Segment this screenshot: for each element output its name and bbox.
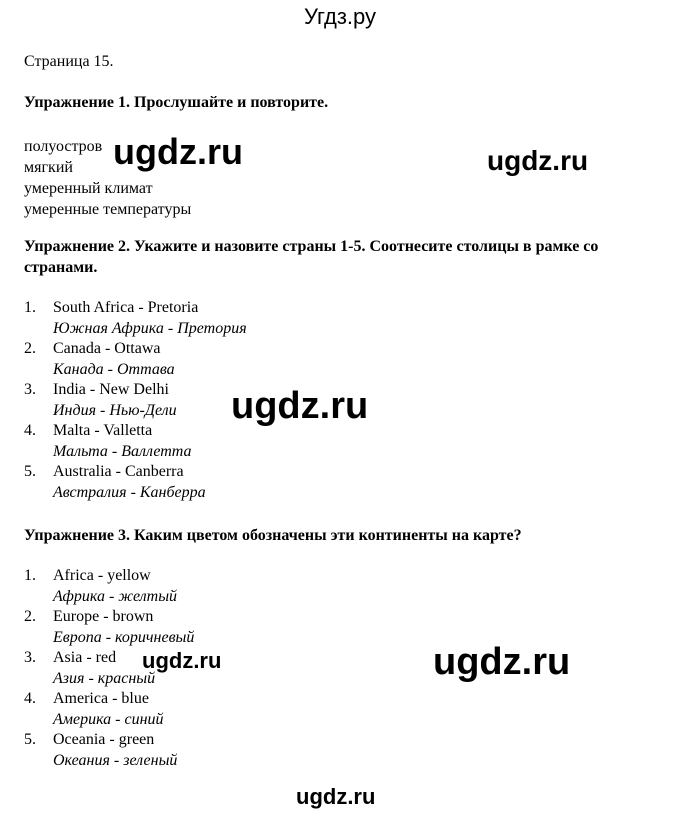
list-item	[24, 730, 194, 771]
watermark: ugdz.ru	[142, 648, 222, 673]
item-number: 3.	[24, 381, 36, 398]
item-number: 3.	[24, 649, 36, 666]
list-item	[24, 607, 194, 648]
item-russian: Африка - желтый	[53, 587, 178, 605]
item-english: Canada - Ottawa	[53, 340, 161, 357]
list-item	[24, 689, 194, 730]
list-item	[24, 421, 247, 462]
item-number: 5.	[24, 731, 36, 748]
list-item	[24, 380, 247, 421]
item-number: 4.	[24, 422, 36, 439]
list-item	[24, 462, 247, 503]
item-russian: Америка - синий	[53, 710, 164, 728]
item-number: 2.	[24, 340, 36, 357]
item-english: Australia - Canberra	[53, 463, 184, 480]
item-english: Africa - yellow	[53, 567, 151, 584]
watermark: ugdz.ru	[113, 131, 243, 172]
list-item	[24, 298, 247, 339]
vocab-word: мягкий	[24, 159, 73, 176]
item-english: Malta - Valletta	[53, 422, 153, 439]
list-item	[24, 339, 247, 380]
item-number: 2.	[24, 608, 36, 625]
item-russian: Индия - Нью-Дели	[53, 401, 177, 419]
item-english: Asia - red	[53, 649, 117, 666]
item-english: Europe - brown	[53, 608, 154, 625]
item-english: India - New Delhi	[53, 381, 169, 398]
item-russian: Океания - зеленый	[53, 751, 178, 769]
list-item	[24, 566, 194, 607]
watermark: ugdz.ru	[433, 641, 571, 683]
item-number: 4.	[24, 690, 36, 707]
item-russian: Южная Африка - Претория	[53, 319, 247, 337]
item-russian: Австралия - Канберра	[53, 483, 206, 501]
site-title: Угдз.ру	[303, 4, 377, 29]
watermark: ugdz.ru	[231, 385, 369, 427]
item-english: Oceania - green	[53, 731, 155, 748]
item-english: South Africa - Pretoria	[53, 299, 199, 316]
exercise-3-heading: Упражнение 3. Каким цветом обозначены эти континенты на карте?	[24, 527, 522, 544]
watermark: ugdz.ru	[296, 784, 376, 809]
item-number: 5.	[24, 463, 36, 480]
item-number: 1.	[24, 299, 36, 316]
item-english: America - blue	[53, 690, 149, 707]
item-russian: Европа - коричневый	[53, 628, 195, 646]
item-russian: Азия - красный	[53, 669, 156, 687]
vocab-word: умеренный климат	[24, 180, 153, 197]
exercise-2-list	[24, 298, 247, 503]
vocab-word: умеренные температуры	[24, 201, 192, 218]
item-number: 1.	[24, 567, 36, 584]
vocab-word: полуостров	[24, 138, 103, 155]
exercise-2-heading: Упражнение 2. Укажите и назовите страны 1-5. Соотнесите столицы в рамке со странами.	[24, 238, 599, 276]
item-russian: Канада - Оттава	[53, 360, 175, 378]
exercise-1-heading: Упражнение 1. Прослушайте и повторите.	[24, 94, 329, 111]
watermark: ugdz.ru	[487, 145, 589, 176]
page-label: Страница 15.	[24, 53, 114, 70]
item-russian: Мальта - Валлетта	[53, 442, 192, 460]
